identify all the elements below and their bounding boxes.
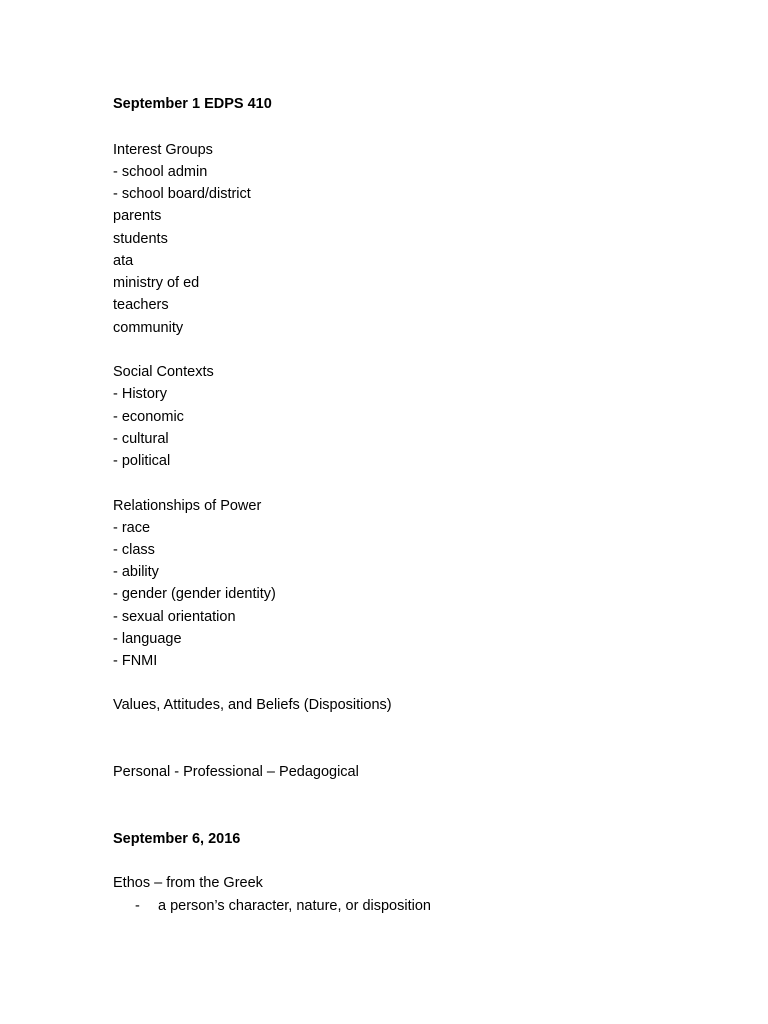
list-item: - race bbox=[113, 520, 151, 536]
list-item: teachers bbox=[113, 297, 169, 313]
list-item: - gender (gender identity) bbox=[113, 586, 276, 602]
date-heading-1: September 1 EDPS 410 bbox=[113, 96, 272, 112]
list-item: - school board/district bbox=[113, 186, 251, 202]
date-heading-2: September 6, 2016 bbox=[113, 831, 241, 847]
list-item: - political bbox=[113, 453, 171, 469]
power-heading: Relationships of Power bbox=[113, 498, 262, 514]
list-item: ata bbox=[113, 253, 134, 269]
ethos-definition: a person’s character, nature, or disposition bbox=[158, 898, 431, 914]
list-item: - class bbox=[113, 542, 155, 558]
list-item: students bbox=[113, 231, 168, 247]
values-line: Values, Attitudes, and Beliefs (Dispositions) bbox=[113, 697, 392, 713]
list-item: - sexual orientation bbox=[113, 609, 236, 625]
bullet-dash: - bbox=[135, 898, 140, 914]
list-item: community bbox=[113, 320, 184, 336]
ppp-line: Personal - Professional – Pedagogical bbox=[113, 764, 359, 780]
list-item: - History bbox=[113, 386, 167, 402]
ethos-heading: Ethos – from the Greek bbox=[113, 875, 263, 891]
social-contexts-heading: Social Contexts bbox=[113, 364, 214, 380]
list-item: - school admin bbox=[113, 164, 208, 180]
list-item: - ability bbox=[113, 564, 159, 580]
list-item: ministry of ed bbox=[113, 275, 200, 291]
list-item: - cultural bbox=[113, 431, 169, 447]
list-item: - economic bbox=[113, 409, 184, 425]
interest-groups-heading: Interest Groups bbox=[113, 142, 213, 158]
list-item: parents bbox=[113, 208, 162, 224]
list-item: - FNMI bbox=[113, 653, 158, 669]
list-item: - language bbox=[113, 631, 182, 647]
